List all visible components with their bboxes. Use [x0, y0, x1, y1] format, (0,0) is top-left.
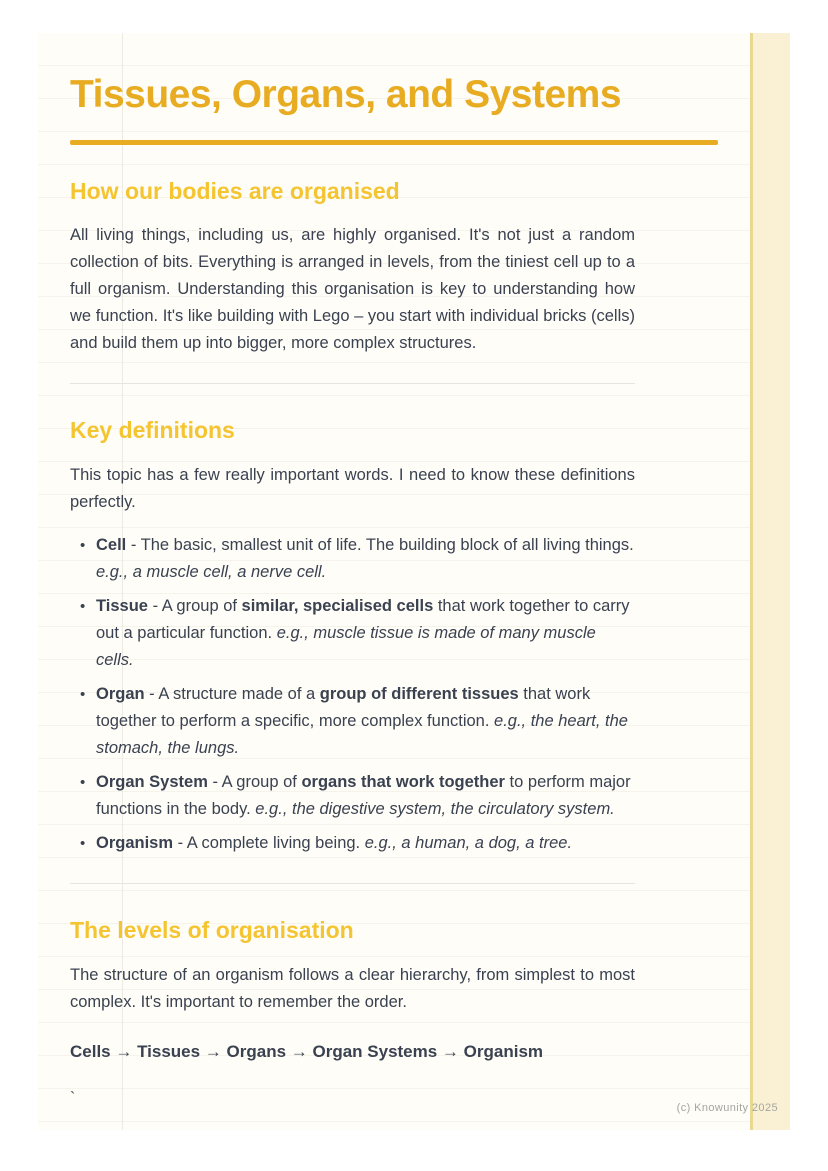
bullet-icon: •	[80, 686, 86, 704]
bullet-text: Organism - A complete living being. e.g., a human, a dog, a tree.	[96, 834, 573, 853]
footer-credit: (c) Knowunity 2025	[676, 1102, 778, 1114]
title-underline	[70, 140, 718, 145]
definition-bullet-item	[70, 593, 635, 674]
note-content	[38, 33, 635, 1112]
page-edge-band	[750, 33, 790, 1130]
section-heading-organised: How our bodies are organised	[70, 177, 400, 204]
hierarchy-sequence: Cells → Tissues → Organs → Organ Systems → Organism	[70, 1041, 544, 1061]
bullet-icon: •	[80, 835, 86, 853]
bullet-icon: •	[80, 537, 86, 555]
paragraph-organised: All living things, including us, are highly organised. It's not just a random collection of bits. Everything is arranged in levels, from the tiniest cell up to a full organism. Understanding this organisation is key to understanding how we function. It's like building with Lego – you start with individual bricks (cells) and build them up into bigger, more complex structures.	[70, 226, 635, 353]
bullet-text: Organ System - A group of organs that work together to perform major functions in the body. e.g., the digestive system, the circulatory system.	[96, 773, 631, 819]
section-heading-definitions: Key definitions	[70, 417, 235, 444]
section-divider	[70, 883, 635, 884]
bullet-text: Tissue - A group of similar, specialised cells that work together to carry out a particular function. e.g., muscle tissue is made of many muscle cells.	[96, 597, 630, 670]
page-title: Tissues, Organs, and Systems	[70, 73, 622, 116]
bullet-text: Organ - A structure made of a group of different tissues that work together to perform a specific, more complex function. e.g., the heart, the stomach, the lungs.	[96, 685, 628, 758]
definition-bullet-item	[70, 532, 635, 586]
definitions-list	[70, 532, 635, 857]
section-heading-levels: The levels of organisation	[70, 917, 354, 944]
definition-bullet-item	[70, 681, 635, 762]
bullet-text: Cell - The basic, smallest unit of life. The building block of all living things. e.g., a muscle cell, a nerve cell.	[96, 536, 634, 582]
stray-backtick: `	[70, 1089, 76, 1107]
note-paper	[38, 33, 790, 1130]
paragraph-definitions-intro: This topic has a few really important words. I need to know these definitions perfectly.	[70, 466, 635, 512]
paragraph-levels: The structure of an organism follows a clear hierarchy, from simplest to most complex. It's important to remember the order.	[70, 965, 635, 1011]
section-divider	[70, 383, 635, 384]
definition-bullet-item	[70, 830, 635, 857]
bullet-icon: •	[80, 598, 86, 616]
definition-bullet-item	[70, 769, 635, 823]
bullet-icon: •	[80, 774, 86, 792]
